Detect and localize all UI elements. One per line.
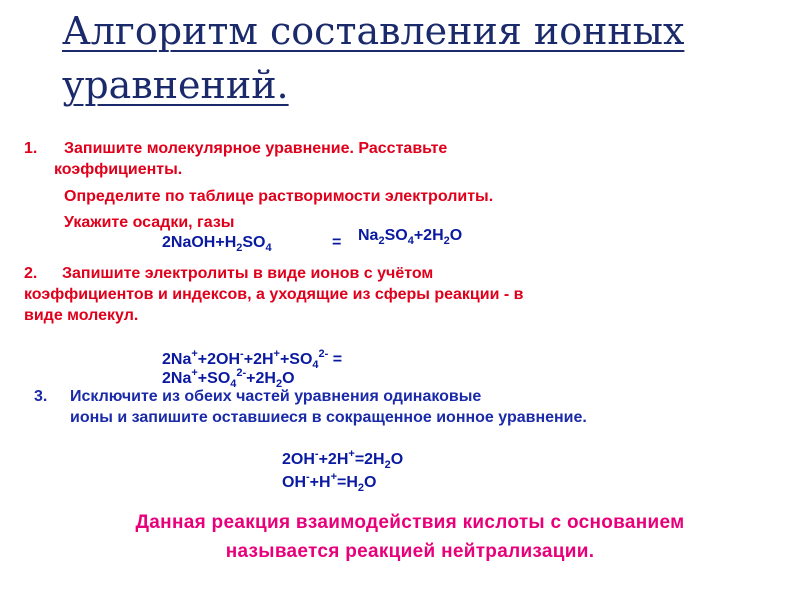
- conclusion-line-2: называется реакцией нейтрализации.: [225, 541, 595, 562]
- step-1-line-1: Запишите молекулярное уравнение. Расставьте: [64, 140, 448, 157]
- short-ionic-equation-line-1: $2OH^-+2H^+=2H_2O$: [282, 448, 404, 471]
- step-2-line-3: виде молекул.: [24, 307, 139, 324]
- step-1: [24, 138, 37, 159]
- conclusion-line-1: Данная реакция взаимодействия кислоты с основанием: [135, 512, 685, 533]
- conclusion-text: [20, 508, 800, 566]
- molecular-equation-right: $Na_2SO_4+2H_2O$: [358, 227, 463, 247]
- step-3-line-2: ионы и запишите оставшиеся в сокращенное ионное уравнение.: [70, 409, 587, 426]
- molecular-equation-equals: =: [332, 234, 342, 251]
- step-1-line-3: Определите по таблице растворимости электролиты.: [64, 188, 494, 205]
- full-ionic-equation-line-1: $2Na^++2OH^-+2H^++SO_4^{2-}$ =: [162, 348, 343, 371]
- molecular-equation-left: $2NaOH+H_2SO_4$: [162, 234, 272, 254]
- short-ionic-equation-line-2: $OH^-+H^+=H_2O$: [282, 471, 377, 494]
- step-3-number: 3.: [34, 388, 48, 405]
- step-2-line-1: Запишите электролиты в виде ионов с учётом: [62, 265, 434, 282]
- step-3-line-1: Исключите из обеих частей уравнения одинаковые: [70, 388, 482, 405]
- step-2-number: 2.: [24, 265, 38, 282]
- step-1-line-2: коэффициенты.: [54, 161, 183, 178]
- step-2-line-2: коэффициентов и индексов, а уходящие из сферы реакции - в: [24, 286, 524, 303]
- step-1-number: 1.: [24, 140, 38, 157]
- step-1-line-4: Укажите осадки, газы: [64, 214, 235, 231]
- full-ionic-equation-line-2: $2Na^++SO_4^{2-}+2H_2O$: [162, 367, 295, 390]
- slide-title: Алгоритм составления ионных уравнений.: [62, 9, 685, 107]
